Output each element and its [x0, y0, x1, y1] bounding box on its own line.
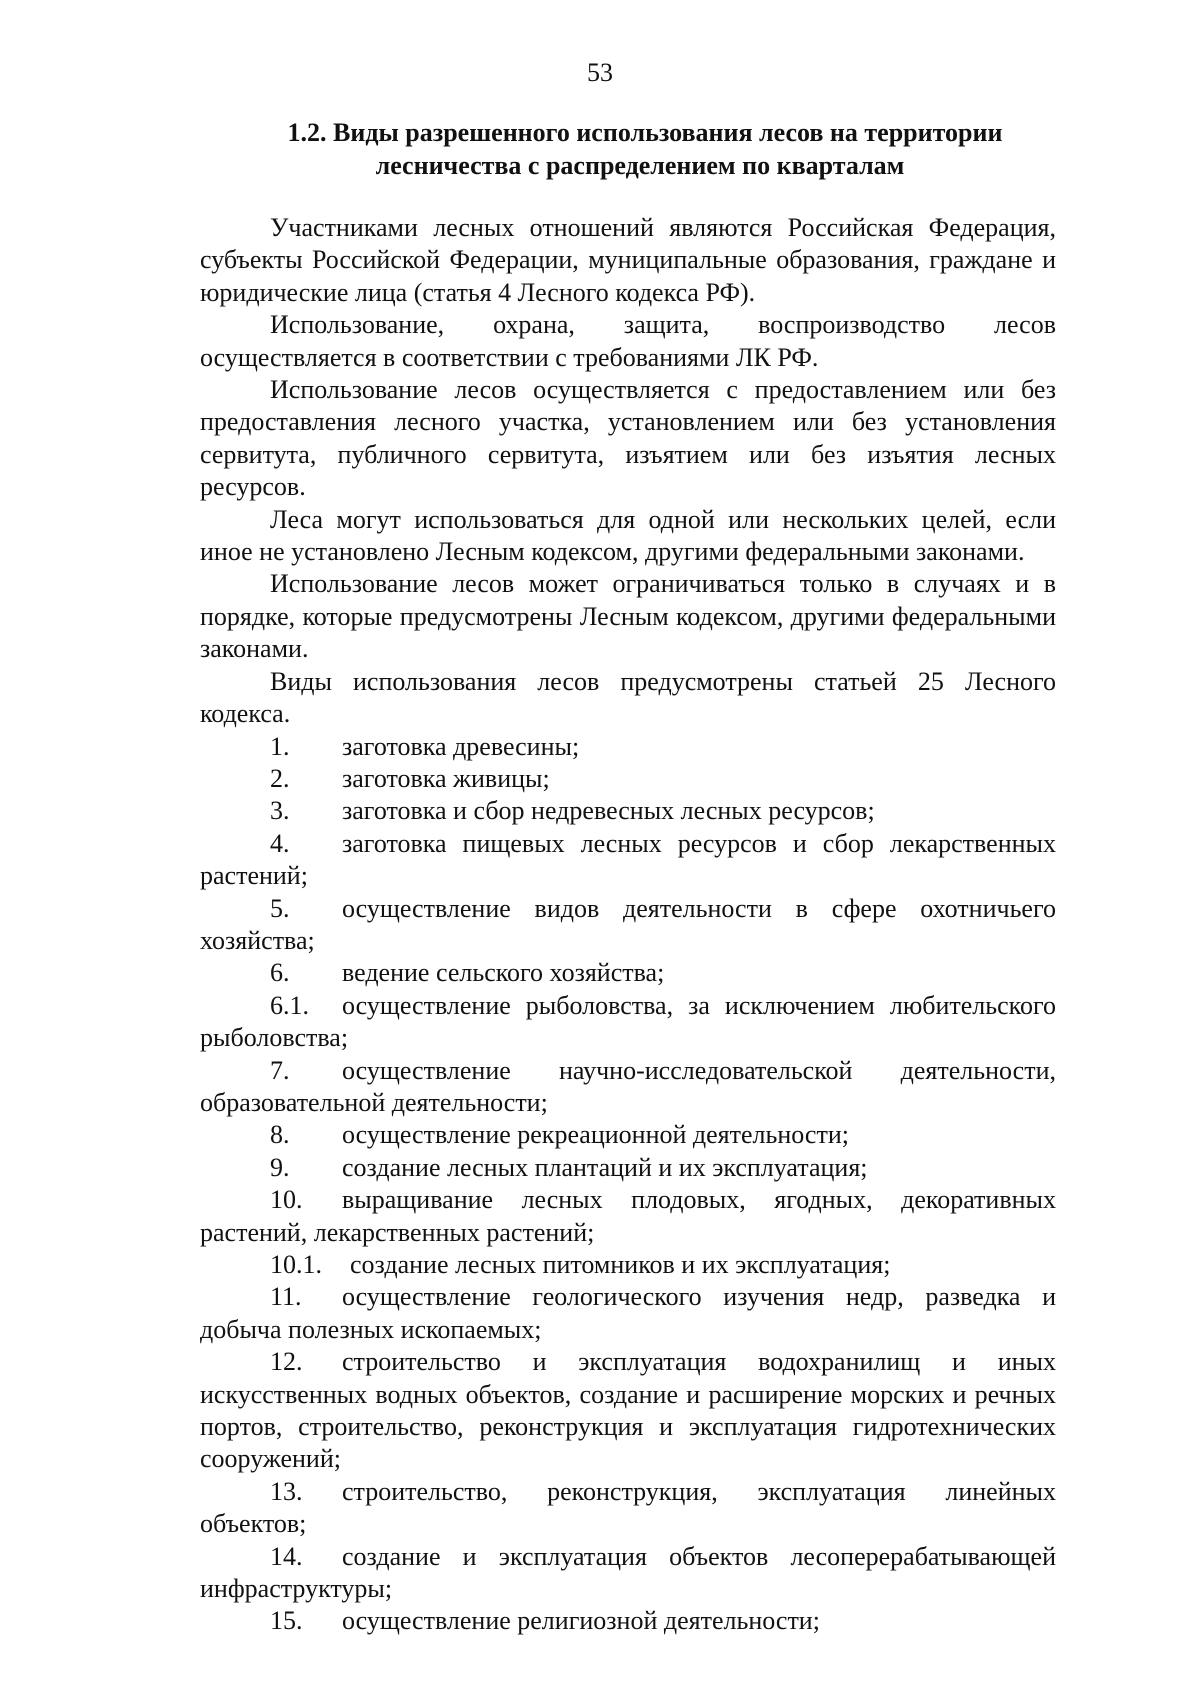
list-item-text: осуществление рыболовства, за исключением любительского рыболовства; — [200, 990, 1056, 1053]
list-item-number: 10.1. — [270, 1250, 322, 1279]
paragraph-restrictions: Использование лесов может ограничиваться только в случаях и в порядке, которые предусмотрены Лесным кодексом, другими федеральными законами. — [200, 569, 1056, 664]
page-number: 53 — [587, 58, 613, 87]
list-item-text: заготовка живицы; — [342, 763, 550, 793]
list-item — [200, 828, 1056, 893]
list-item — [200, 893, 1056, 958]
list-item — [200, 1152, 1056, 1184]
list-item-number: 2. — [270, 763, 290, 793]
list-item — [200, 1119, 1056, 1151]
list-item-text: строительство, реконструкция, эксплуатация линейных объектов; — [200, 1476, 1056, 1539]
list-item — [200, 1346, 1056, 1476]
list-item-text: осуществление геологического изучения недр, разведка и добыча полезных ископаемых; — [200, 1282, 1056, 1344]
list-item-text: создание лесных питомников и их эксплуатация; — [350, 1250, 891, 1279]
list-item-text: осуществление рекреационной деятельности; — [342, 1120, 849, 1150]
list-item-number: 6. — [270, 958, 290, 988]
list-item — [200, 1605, 1056, 1637]
list-item-text: осуществление видов деятельности в сфере охотничьего хозяйства; — [200, 893, 1056, 955]
list-item-number: 8. — [270, 1120, 290, 1150]
list-item-number: 5. — [270, 893, 290, 923]
list-item — [200, 1541, 1056, 1606]
list-item-text: выращивание лесных плодовых, ягодных, декоративных растений, лекарственных растений; — [200, 1185, 1056, 1247]
paragraph-participants: Участниками лесных отношений являются Российская Федерация, субъекты Российской Федерации, муниципальные образования, граждане и юридические лица (статья 4 Лесного кодекса РФ). — [200, 213, 1056, 307]
list-item — [200, 1055, 1056, 1120]
list-item-number: 11. — [270, 1282, 302, 1312]
list-item-text: создание и эксплуатация объектов лесоперерабатывающей инфраструктуры; — [200, 1541, 1056, 1604]
list-item — [200, 1476, 1056, 1541]
section-title-line-1: 1.2. Виды разрешенного использования лесов на территории — [287, 118, 1003, 147]
paragraph-usage-conditions: Использование лесов осуществляется с предоставлением или без предоставления лесного участка, установлением или без установления сервитута, публичного сервитута, изъятием или без изъятия лесных ресурсов. — [200, 375, 1056, 502]
list-item-number: 15. — [270, 1606, 303, 1636]
list-item-number: 1. — [270, 731, 290, 761]
list-item-text: осуществление религиозной деятельности; — [342, 1606, 820, 1636]
list-item — [200, 1249, 1056, 1281]
list-item-text: осуществление научно-исследовательской деятельности, образовательной деятельности; — [200, 1055, 1056, 1117]
paragraph-multiple-purposes: Леса могут использоваться для одной или нескольких целей, если иное не установлено Лесным кодексом, другими федеральными законами. — [200, 504, 1056, 567]
section-title-line-2: лесничества с распределением по кварталам — [375, 151, 905, 180]
list-item — [200, 763, 1056, 795]
list-item — [200, 957, 1056, 989]
list-item-number: 12. — [270, 1347, 303, 1377]
list-item-text: заготовка и сбор недревесных лесных ресурсов; — [342, 796, 875, 826]
section-title — [200, 116, 1080, 182]
list-item — [200, 1184, 1056, 1249]
paragraph-protection: Использование, охрана, защита, воспроизводство лесов осуществляется в соответствии с требованиями ЛК РФ. — [200, 310, 1056, 372]
paragraph-usage-types: Виды использования лесов предусмотрены статьей 25 Лесного кодекса. — [200, 666, 1056, 729]
list-item — [200, 731, 1056, 763]
list-item-number: 4. — [270, 828, 290, 858]
list-item-text: заготовка древесины; — [342, 731, 580, 761]
list-item-text: строительство и эксплуатация водохранилищ и иных искусственных водных объектов, создание и расширение морских и речных портов, строительство, реконструкция и эксплуатация гидротехнических сооружений; — [200, 1347, 1056, 1474]
list-item — [200, 990, 1056, 1055]
list-item-number: 14. — [270, 1541, 303, 1571]
list-item-number: 13. — [270, 1476, 303, 1506]
list-item-text: заготовка пищевых лесных ресурсов и сбор лекарственных растений; — [200, 828, 1056, 891]
list-item-number: 7. — [270, 1055, 290, 1085]
document-body — [200, 212, 1056, 1638]
list-item — [200, 1281, 1056, 1346]
list-item-text: ведение сельского хозяйства; — [342, 958, 665, 988]
list-item-text: создание лесных плантаций и их эксплуатация; — [342, 1152, 868, 1182]
list-item — [200, 795, 1056, 827]
list-item-number: 9. — [270, 1152, 290, 1182]
list-item-number: 3. — [270, 796, 290, 826]
list-item-number: 10. — [270, 1185, 303, 1215]
list-item-number: 6.1. — [270, 990, 309, 1020]
